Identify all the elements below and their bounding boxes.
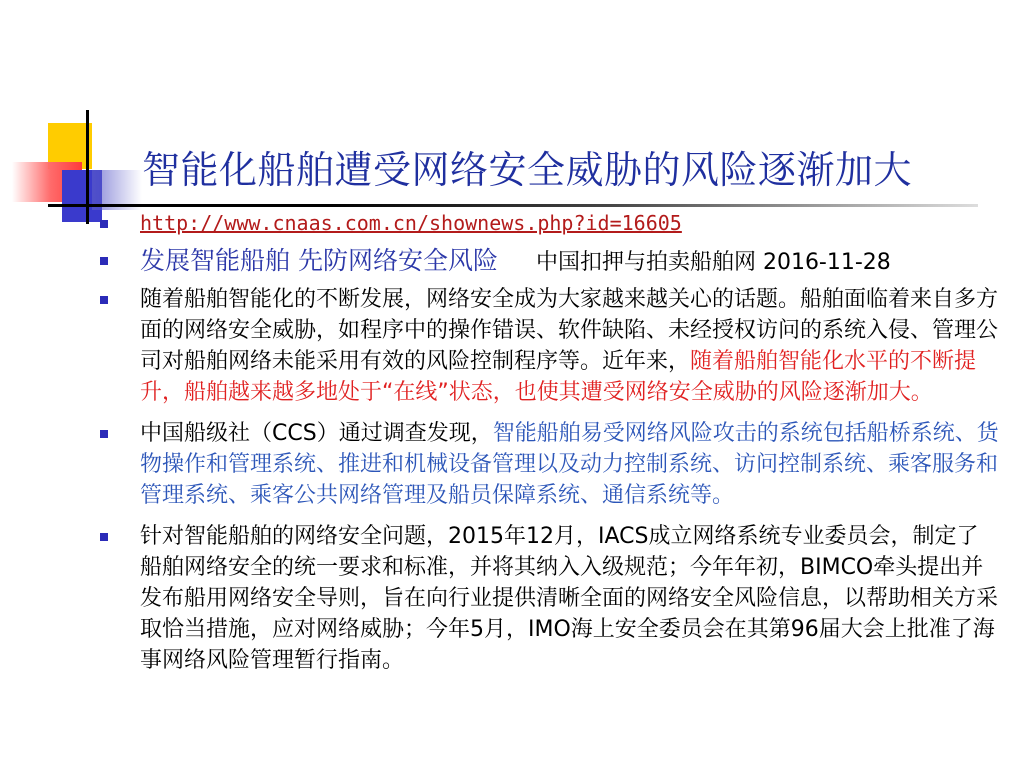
article-source: 中国扣押与拍卖船舶网 2016-11-28 xyxy=(535,250,891,275)
square-bullet-icon xyxy=(100,430,108,438)
article-headline: 发展智能船舶 先防网络安全风险 xyxy=(140,246,498,275)
title-underline xyxy=(48,204,978,207)
list-item-url xyxy=(100,208,1000,239)
bullet-list xyxy=(100,208,1000,686)
paragraph-2-text: 中国船级社（CCS）通过调查发现， xyxy=(140,421,493,446)
source-link[interactable]: http://www.cnaas.com.cn/shownews.php?id=16605 xyxy=(140,211,682,235)
square-bullet-icon xyxy=(100,296,108,304)
page-title: 智能化船舶遭受网络安全威胁的风险逐渐加大 xyxy=(142,148,913,192)
list-item-paragraph-1 xyxy=(100,284,1000,408)
list-item-headline xyxy=(100,245,1000,278)
paragraph-1-highlight: 随着船舶智能化水平的不断提升，船舶越来越多地处于“在线”状态，也使其遭受网络安全威胁的风险逐渐加大。 xyxy=(140,349,977,405)
list-item-paragraph-2 xyxy=(100,418,1000,511)
list-item-paragraph-3 xyxy=(100,521,1000,676)
paragraph-2-highlight: 智能船舶易受网络风险攻击的系统包括船桥系统、货物操作和管理系统、推进和机械设备管理以及动力控制系统、访问控制系统、乘客服务和管理系统、乘客公共网络管理及船员保障系统、通信系统等。 xyxy=(140,421,999,508)
square-bullet-icon xyxy=(100,257,108,265)
paragraph-1-text: 随着船舶智能化的不断发展，网络安全成为大家越来越关心的话题。船舶面临着来自多方面的网络安全威胁，如程序中的操作错误、软件缺陷、未经授权访问的系统入侵、管理公司对船舶网络未能采用有效的风险控制程序等。近年来， xyxy=(140,287,999,374)
paragraph-3-text: 针对智能船舶的网络安全问题，2015年12月，IACS成立网络系统专业委员会，制定了船舶网络安全的统一要求和标准，并将其纳入入级规范；今年年初，BIMCO牵头提出并发布船用网络安全导则，旨在向行业提供清晰全面的网络安全风险信息，以帮助相关方采取恰当措施，应对网络威胁；今年5月，IMO海上安全委员会在其第96届大会上批准了海事网络风险管理暂行指南。 xyxy=(140,524,999,673)
square-bullet-icon xyxy=(100,220,108,228)
square-bullet-icon xyxy=(100,533,108,541)
